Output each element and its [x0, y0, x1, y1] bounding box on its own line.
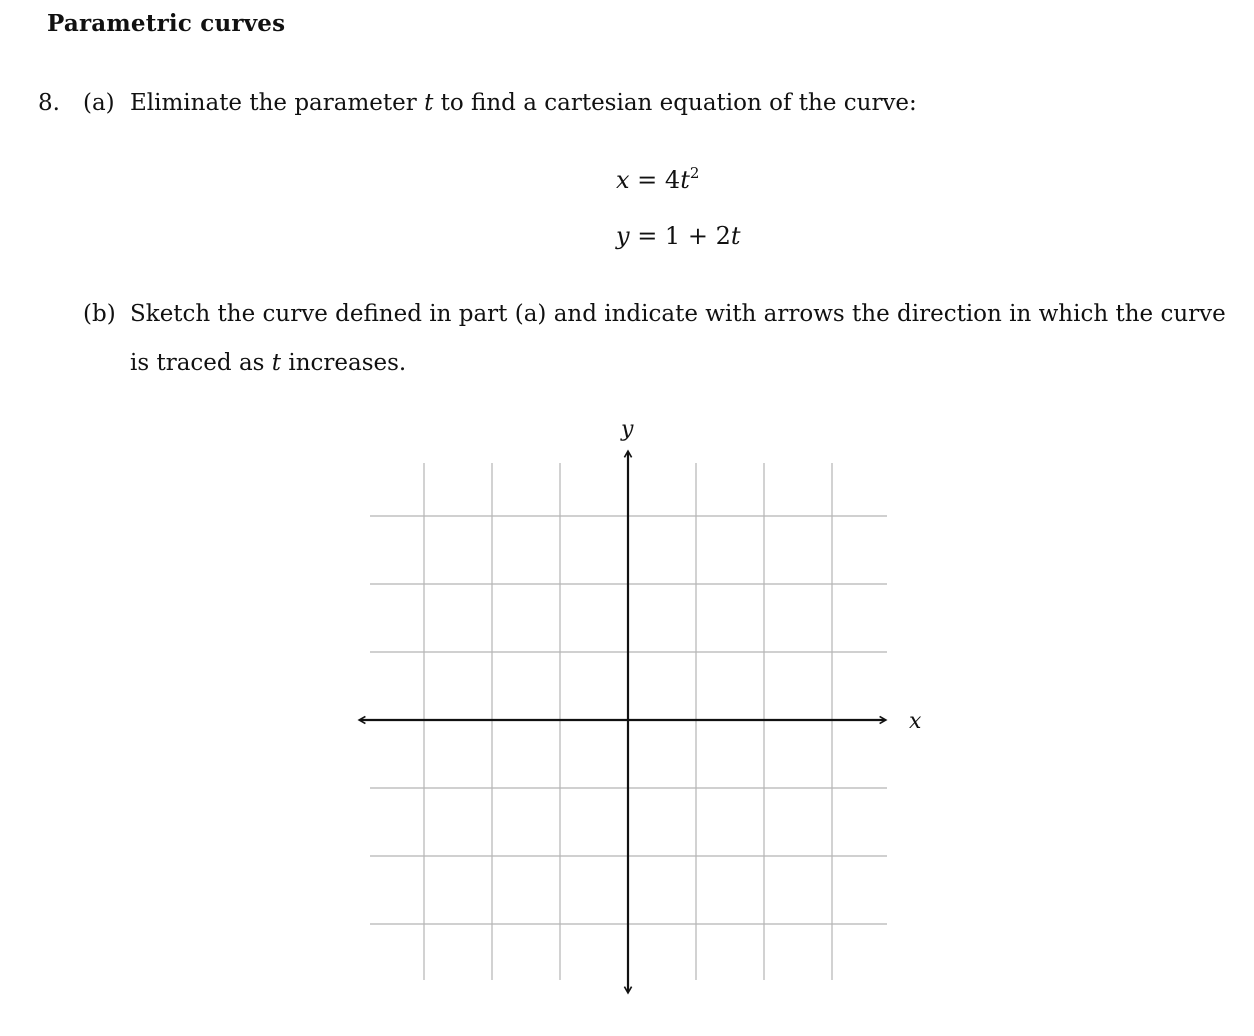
equation-x-eq: = 4 [629, 166, 681, 194]
x-axis-label: x [909, 709, 922, 734]
part-a-text-before: Eliminate the parameter [130, 90, 425, 116]
part-a-label: (a) [83, 90, 115, 116]
part-b-line1: Sketch the curve defined in part (a) and indicate with arrows the direction in which the curve [130, 301, 1226, 327]
equation-y [616, 222, 741, 250]
part-a-prompt [130, 90, 917, 116]
coordinate-grid[interactable] [340, 400, 940, 1000]
equation-x-var: t [680, 166, 690, 194]
problem-number: 8. [38, 90, 60, 116]
part-b-line2-after: increases. [281, 350, 407, 376]
equation-x-lhs: x [616, 166, 630, 194]
equation-y-eq: = 1 + 2 [629, 222, 731, 250]
y-axis-label: y [621, 417, 634, 442]
equation-y-var: t [730, 222, 741, 250]
part-a-parameter: t [424, 90, 434, 116]
section-title: Parametric curves [47, 10, 286, 37]
part-b-parameter: t [271, 350, 282, 376]
part-b-label: (b) [83, 301, 116, 327]
part-b-line2 [130, 350, 406, 376]
equation-x-exponent: 2 [689, 164, 700, 182]
equation-y-lhs: y [616, 222, 630, 250]
part-a-text-after: to find a cartesian equation of the curve: [433, 90, 917, 116]
equation-x [616, 166, 699, 194]
part-b-line2-before: is traced as [130, 350, 272, 376]
